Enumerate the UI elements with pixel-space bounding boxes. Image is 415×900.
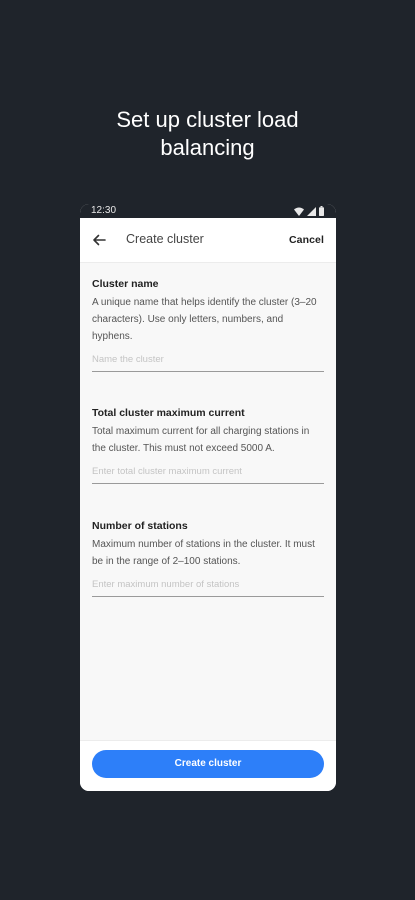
footer-bar <box>80 740 336 791</box>
status-icons <box>294 206 324 216</box>
phone-screen <box>80 204 336 791</box>
station-count-label: Number of stations <box>92 520 188 532</box>
cluster-name-field <box>92 278 324 372</box>
signal-icon <box>307 207 316 216</box>
station-count-description: Maximum number of stations in the cluster. It must be in the range of 2–100 stations. <box>92 539 315 567</box>
max-current-label: Total cluster maximum current <box>92 407 245 419</box>
back-arrow-icon[interactable] <box>90 231 108 249</box>
wifi-icon <box>294 207 304 216</box>
station-count-input[interactable] <box>92 576 324 597</box>
cluster-name-description: A unique name that helps identify the cluster (3–20 characters). Use only letters, numbers, and hyphens. <box>92 297 317 342</box>
headline-line-2: balancing <box>160 135 255 160</box>
station-count-field <box>92 520 324 597</box>
cancel-button[interactable]: Cancel <box>288 234 324 246</box>
page-title: Create cluster <box>126 232 204 246</box>
battery-icon <box>319 206 324 216</box>
cluster-name-input[interactable] <box>92 351 324 372</box>
create-cluster-button[interactable]: Create cluster <box>92 750 324 778</box>
max-current-field <box>92 407 324 484</box>
headline-line-1: Set up cluster load <box>116 107 299 132</box>
marketing-headline <box>0 106 415 162</box>
status-bar <box>80 204 336 218</box>
app-bar <box>80 218 336 263</box>
max-current-input[interactable] <box>92 463 324 484</box>
max-current-description: Total maximum current for all charging stations in the cluster. This must not exceed 5000 A. <box>92 426 310 454</box>
cluster-name-label: Cluster name <box>92 278 159 290</box>
status-time: 12:30 <box>91 205 117 216</box>
